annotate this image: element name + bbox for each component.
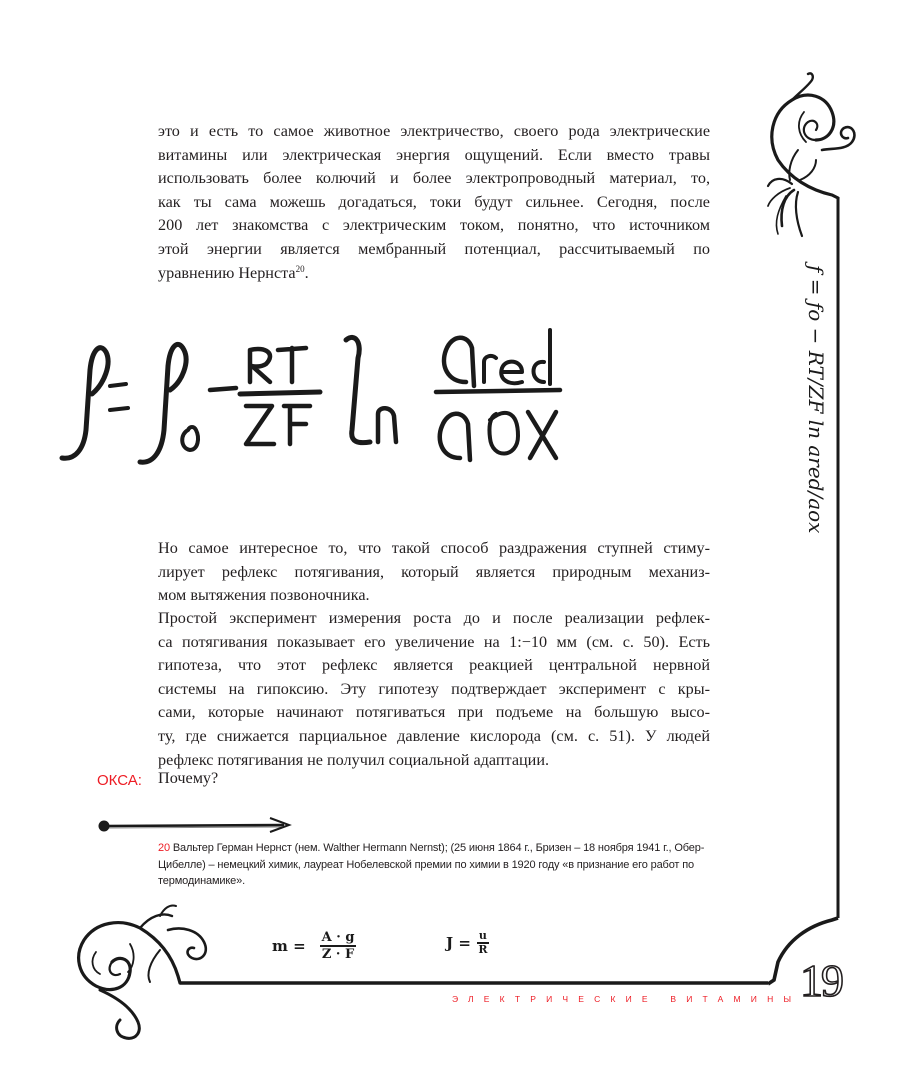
footnote-arrow-icon: [99, 818, 290, 832]
text-fragment: .: [304, 263, 309, 282]
footnote-reference[interactable]: 20: [295, 263, 305, 274]
bottom-left-flourish-icon: [79, 905, 206, 1038]
text-line: гипотеза, что этот рефлекс является реакцией центральной нервной: [158, 656, 710, 675]
formula-numerator: A · g: [321, 930, 355, 945]
text-line: системы на гипоксию. Эту гипотезу подтверждает эксперимент с кры-: [158, 679, 710, 698]
formula-denominator: R: [478, 943, 488, 956]
formula-lhs: m =: [272, 937, 306, 955]
paragraph-1: [158, 120, 710, 285]
text-line-last: [158, 262, 710, 286]
dialogue-speaker: ОКСА:: [97, 772, 142, 789]
footnote-number: 20: [158, 842, 170, 854]
formula-denominator: Z · F: [321, 947, 355, 962]
text-line: ту, где снижается парциальное давление кислорода (см. с. 51). У людей: [158, 726, 710, 745]
page-number: 19: [800, 955, 842, 1006]
formula-fraction: [320, 930, 357, 962]
text-line: 200 лет знакомства с электрическим током, понятно, что источником: [158, 216, 710, 235]
running-title: ЭЛЕКТРИЧЕСКИЕ ВИТАМИНЫ: [452, 994, 802, 1004]
text-line: Но самое интересное то, что такой способ раздражения ступней стиму-: [158, 539, 710, 557]
formula-fraction: [477, 930, 489, 956]
paragraph-3: [158, 607, 710, 772]
nernst-equation-handwritten: [40, 310, 740, 490]
formula-lhs: J =: [446, 934, 471, 952]
top-right-flourish-icon: [768, 73, 854, 236]
dialogue-text: Почему?: [158, 769, 219, 787]
text-line-last: мом вытяжения позвоночника.: [158, 586, 370, 605]
text-line: витамины или электрическая энергия ощущений. Если вместо травы: [158, 145, 710, 164]
text-line: са потягивания показывает его увеличение на 1:−10 мм (см. с. 50). Есть: [158, 632, 710, 651]
footnote-text: Вальтер Герман Нернст (нем. Walther Hermann Nernst); (25 июня 1864 г., Бризен – 18 ноября 1941 г., Обер-Цибелле) – немецкий химик, лауреат Нобелевской премии по химии в 1920 году «в признание его работ по термодинамике».: [158, 842, 705, 887]
footnote: [158, 840, 718, 890]
nernst-equation-vertical: ƒ = ƒo − RT/ZF ln ared/aox: [804, 265, 828, 534]
paragraph-2: [158, 537, 710, 608]
text-line: это и есть то самое животное электричество, своего рода электрические: [158, 122, 710, 140]
ohm-formula: [446, 930, 489, 956]
text-line: лирует рефлекс потягивания, который является природным механиз-: [158, 562, 710, 581]
text-line: использовать более колючий и более электропроводный материал, то,: [158, 169, 710, 188]
formula-numerator: u: [478, 929, 487, 942]
text-fragment: уравнению Нернста: [158, 263, 296, 282]
text-line: Простой эксперимент измерения роста до и после реализации рефлек-: [158, 609, 710, 627]
text-line: этой энергии является мембранный потенциал, рассчитываемый по: [158, 239, 710, 258]
faraday-formula: [272, 930, 356, 962]
text-line-last: рефлекс потягивания не получил социальной адаптации.: [158, 750, 550, 769]
text-line: как ты сама можешь догадаться, токи будут сильнее. Сегодня, после: [158, 192, 710, 211]
text-line: сами, которые начинают потягиваться при подъеме на большую высо-: [158, 703, 710, 722]
